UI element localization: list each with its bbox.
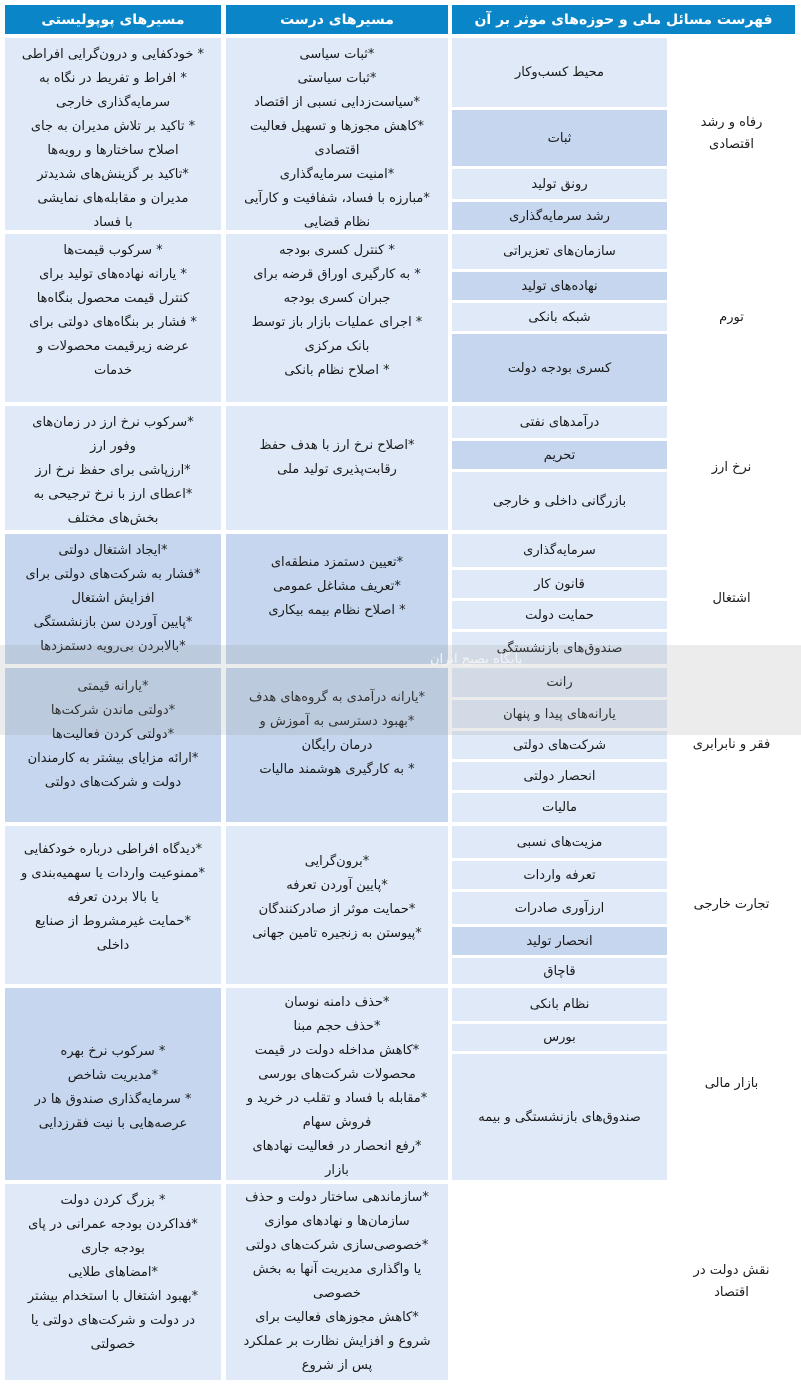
- subitem: تحریم: [452, 441, 667, 469]
- header-populist: مسیرهای پوپولیستی: [5, 5, 221, 34]
- subitem: ارزآوری صادرات: [452, 892, 667, 924]
- subitem: مزیت‌های نسبی: [452, 826, 667, 858]
- correct-text: *اصلاح نرخ ارز با هدف حفظ رقابت‌پذیری تولید ملی: [259, 438, 415, 477]
- subitem: قاچاق: [452, 958, 667, 984]
- topic-label: نرخ ارز: [711, 460, 752, 475]
- subitem: ثبات: [452, 110, 667, 166]
- header-correct: مسیرهای درست: [226, 5, 448, 34]
- topic-label: تجارت خارجی: [693, 897, 770, 912]
- populist-text: *ایجاد اشتغال دولتی *فشار به شرکت‌های دولتی برای افزایش اشتغال *پایین آوردن سن بازنشستگی *بالابردن بی‌رویه دستمزدها: [25, 543, 201, 654]
- populist-text: * سرکوب قیمت‌ها * یارانه نهاده‌های تولید برای کنترل قیمت محصول بنگاه‌ها * فشار بر بنگاه‌های دولتی برای عرضه زیرقیمت محصولات و خدمات: [29, 243, 197, 378]
- populist-text: *دیدگاه افراطی درباره خودکفایی *ممنوعیت واردات یا سهمیه‌بندی و یا بالا بردن تعرفه *حمایت غیرمشروط از صنایع داخلی: [20, 842, 206, 953]
- subitem: رونق تولید: [452, 169, 667, 199]
- subitem: درآمدهای نفتی: [452, 406, 667, 438]
- correct-text: *سازماندهی ساختار دولت و حذف سازمان‌ها و نهادهای موازی *خصوصی‌سازی شرکت‌های دولتی یا واگذاری مدیریت آنها به بخش خصوصی *کاهش مجوزهای فعالیت برای شروع و افزایش نظارت بر عملکرد پس از شروع: [243, 1190, 431, 1373]
- populist-text: * سرکوب نرخ بهره *مدیریت شاخص * سرمایه‌گذاری صندوق ها در عرصه‌هایی با نیت فقرزدایی: [34, 1044, 192, 1131]
- subitem: شرکت‌های دولتی: [452, 731, 667, 759]
- subitem: قانون کار: [452, 570, 667, 598]
- subitem: رانت: [452, 668, 667, 697]
- topic-label: تورم: [719, 310, 744, 325]
- populist-text: *یارانه قیمتی *دولتی ماندن شرکت‌ها *دولتی کردن فعالیت‌ها *ارائه مزایای بیشتر به کارمندان دولت و شرکت‌های دولتی: [27, 679, 199, 790]
- topic-label: رفاه و رشد اقتصادی: [700, 115, 763, 152]
- topic-label: نقش دولت در اقتصاد: [693, 1263, 770, 1300]
- topic-label: اشتغال: [712, 591, 751, 606]
- subitem: محیط کسب‌وکار: [452, 38, 667, 107]
- correct-text: *یارانه درآمدی به گروه‌های هدف *بهبود دسترسی به آموزش و درمان رایگان * به کارگیری هوشمند مالیات: [249, 690, 425, 777]
- subitem: انحصار دولتی: [452, 762, 667, 790]
- correct-text: *ثبات سیاسی *ثبات سیاستی *سیاست‌زدایی نسبی از اقتصاد *کاهش مجوزها و تسهیل فعالیت اقتصادی *امنیت سرمایه‌گذاری *مبارزه با فساد، شفافیت و کارآیی نظام قضایی: [244, 47, 430, 230]
- correct-text: *تعیین دستمزد منطقه‌ای *تعریف مشاغل عمومی * اصلاح نظام بیمه بیکاری: [268, 555, 406, 618]
- subitem: نظام بانکی: [452, 988, 667, 1021]
- topic-label: فقر و نابرابری: [692, 737, 771, 752]
- subitem: نهاده‌های تولید: [452, 272, 667, 300]
- subitem: حمایت دولت: [452, 601, 667, 629]
- subitem: صندوق‌های بازنشستگی و بیمه: [452, 1054, 667, 1180]
- subitem: مالیات: [452, 793, 667, 822]
- subitem: صندوق‌های بازنشستگی: [452, 632, 667, 664]
- populist-text: * خودکفایی و درون‌گرایی افراطی * افراط و تفریط در نگاه به سرمایه‌گذاری خارجی * تاکید بر تلاش مدیران به جای اصلاح ساختارها و رویه‌ها *تاکید بر گزینش‌های شدیدتر مدیران و مقابله‌های نمایشی با فساد: [21, 47, 205, 230]
- subitem: کسری بودجه دولت: [452, 334, 667, 402]
- correct-text: *برون‌گرایی *پایین آوردن تعرفه *حمایت موثر از صادرکنندگان *پیوستن به زنجیره تامین جهانی: [252, 854, 422, 941]
- subitem: بورس: [452, 1024, 667, 1051]
- subitem: سازمان‌های تعزیراتی: [452, 234, 667, 269]
- correct-text: *حذف دامنه نوسان *حذف حجم مبنا *کاهش مداخله دولت در قیمت محصولات شرکت‌های بورسی *مقابله با فساد و تقلب در خرید و فروش سهام *رفع انحصار در فعالیت نهادهای بازار: [246, 995, 428, 1178]
- correct-text: * کنترل کسری بودجه * به کارگیری اوراق قرضه برای جبران کسری بودجه * اجرای عملیات بازار باز توسط بانک مرکزی * اصلاح نظام بانکی: [251, 243, 423, 378]
- subitem: شبکه بانکی: [452, 303, 667, 331]
- subitem: سرمایه‌گذاری: [452, 534, 667, 567]
- populist-text: * بزرگ کردن دولت *فداکردن بودجه عمرانی در پای بودجه جاری *امضاهای طلایی *بهبود اشتغال با استخدام بیشتر در دولت و شرکت‌های دولتی یا خصولتی: [27, 1193, 199, 1352]
- subitem: بازرگانی داخلی و خارجی: [452, 472, 667, 530]
- subitem: رشد سرمایه‌گذاری: [452, 202, 667, 230]
- header-topics: فهرست مسائل ملی و حوزه‌های موثر بر آن: [452, 5, 795, 34]
- watermark-text: پایگاه بصیج ایران: [430, 652, 523, 667]
- subitem: یارانه‌های پیدا و پنهان: [452, 700, 667, 728]
- subitem: انحصار تولید: [452, 927, 667, 955]
- subitem: تعرفه واردات: [452, 861, 667, 889]
- topic-label: بازار مالی: [704, 1076, 759, 1091]
- populist-text: *سرکوب نرخ ارز در زمان‌های وفور ارز *ارزپاشی برای حفظ نرخ ارز *اعطای ارز با نرخ ترجیحی به بخش‌های مختلف: [32, 415, 194, 526]
